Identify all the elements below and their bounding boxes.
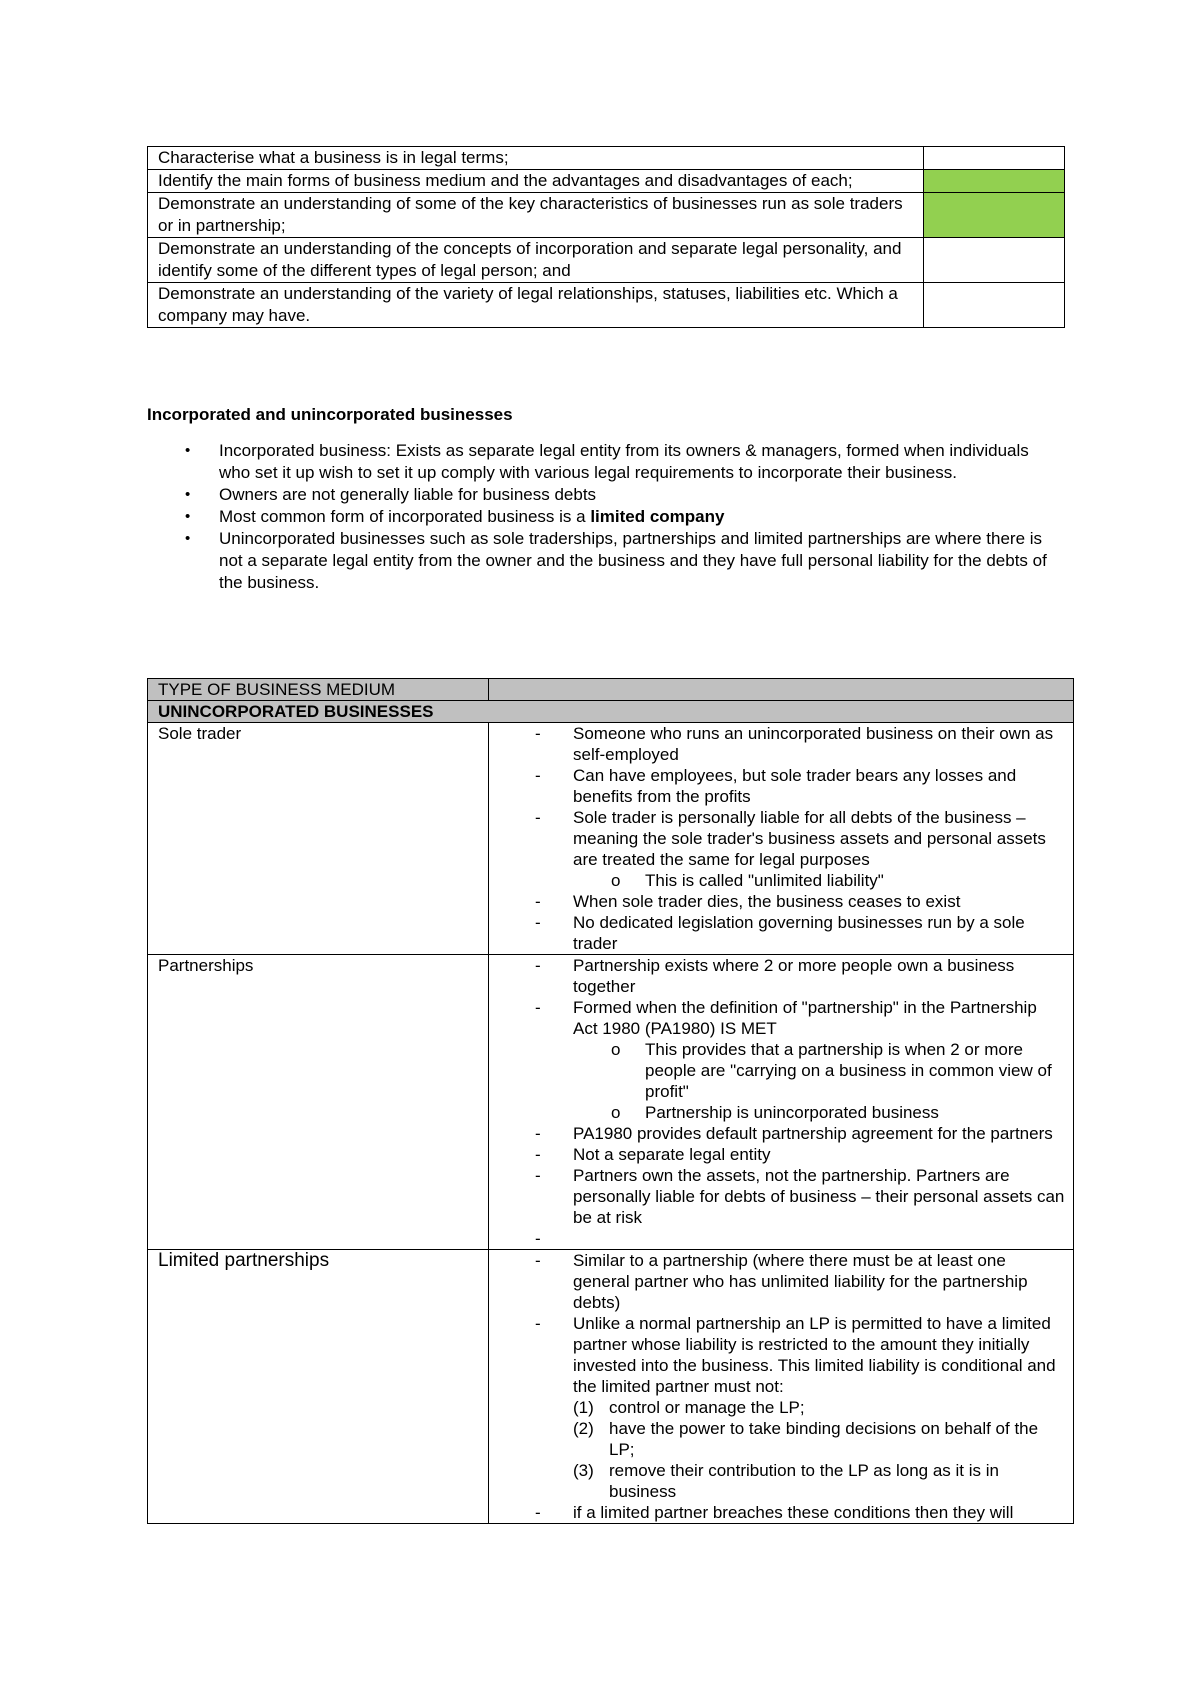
bullet-list — [147, 440, 1057, 594]
objective-status-cell — [924, 170, 1065, 193]
list-item: - Someone who runs an unincorporated business on their own as self-employed — [535, 724, 1054, 764]
objective-row — [148, 283, 1065, 328]
objective-text: Characterise what a business is in legal terms; — [148, 147, 924, 170]
bullet-text: Unincorporated businesses such as sole traderships, partnerships and limited partnerships are where there is not a separate legal entity from the owner and the business and they have full personal liability for the debts of the business. — [219, 529, 1047, 592]
numbered-item: (1) control or manage the LP; — [573, 1398, 805, 1417]
objective-status-cell — [924, 283, 1065, 328]
list-item: - if a limited partner breaches these conditions then they will — [535, 1503, 1014, 1522]
list-item: - Sole trader is personally liable for all debts of the business – meaning the sole trader's business assets and personal assets are treated the same for legal purposes o This is called "unlimited liability" — [489, 807, 1073, 891]
objective-row — [148, 193, 1065, 238]
sub-list-item: o This is called "unlimited liability" — [611, 871, 884, 890]
sub-list-item: o This provides that a partnership is when 2 or more people are "carrying on a business in common view of profit" — [611, 1040, 1052, 1101]
row-content — [489, 955, 1074, 1250]
list-item: - No dedicated legislation governing businesses run by a sole trader — [535, 913, 1025, 953]
business-medium-table — [147, 678, 1074, 1524]
objective-text: Demonstrate an understanding of some of the key characteristics of businesses run as sole traders or in partnership; — [148, 193, 924, 238]
bullet-icon: • — [185, 508, 191, 525]
subheader-cell: UNINCORPORATED BUSINESSES — [148, 701, 1074, 723]
list-item: - Can have employees, but sole trader bears any losses and benefits from the profits — [535, 766, 1017, 806]
bullet-icon: • — [185, 486, 191, 503]
numbered-item: (3) remove their contribution to the LP as long as it is in business — [573, 1461, 999, 1501]
bullet-text: Incorporated business: Exists as separate legal entity from its owners & managers, formed when individuals who set it up wish to set it up comply with various legal requirements to incorporate their business. — [219, 441, 1029, 482]
row-content — [489, 723, 1074, 955]
sub-list-item: o Partnership is unincorporated business — [611, 1103, 939, 1122]
bullet-text: Owners are not generally liable for business debts — [219, 485, 597, 504]
list-item — [147, 440, 1057, 484]
objective-row — [148, 147, 1065, 170]
header-cell-empty — [489, 679, 1074, 701]
list-item: - PA1980 provides default partnership agreement for the partners — [535, 1124, 1053, 1143]
list-item: - — [535, 1229, 541, 1248]
objective-text: Demonstrate an understanding of the concepts of incorporation and separate legal personality, and identify some of the different types of legal person; and — [148, 238, 924, 283]
list-item — [147, 506, 1057, 528]
objective-text: Identify the main forms of business medium and the advantages and disadvantages of each; — [148, 170, 924, 193]
section-heading: Incorporated and unincorporated businesses — [147, 405, 513, 424]
bullet-text: Most common form of incorporated business is a — [219, 507, 591, 526]
table-row-sole-trader — [148, 723, 1074, 955]
row-content — [489, 1250, 1074, 1524]
row-label: Partnerships — [148, 955, 489, 1250]
list-item — [147, 528, 1057, 594]
objective-text: Demonstrate an understanding of the variety of legal relationships, statuses, liabilities etc. Which a company may have. — [148, 283, 924, 328]
header-cell: TYPE OF BUSINESS MEDIUM — [148, 679, 489, 701]
objective-status-cell — [924, 238, 1065, 283]
table-header-row — [148, 679, 1074, 701]
learning-objectives-table — [147, 146, 1065, 328]
bullet-bold-text: limited company — [590, 507, 725, 526]
numbered-item: (2) have the power to take binding decisions on behalf of the LP; — [573, 1419, 1039, 1459]
list-item: - Unlike a normal partnership an LP is permitted to have a limited partner whose liability is restricted to the amount they initially invested into the business. This limited liability is conditional and the limited partner must not: (1) control or manage the LP; (2) have the power to take binding decisions on behalf of the LP; (3) remove their contribution to the LP as long as it is in business — [489, 1313, 1073, 1502]
list-item: - Partners own the assets, not the partnership. Partners are personally liable for debts of business – their personal assets can be at risk — [535, 1166, 1065, 1227]
objective-status-cell — [924, 147, 1065, 170]
list-item: - Formed when the definition of "partnership" in the Partnership Act 1980 (PA1980) IS MET o This provides that a partnership is when 2 or more people are "carrying on a business in common view of profit" o Partnership is unincorporated business — [489, 997, 1073, 1123]
list-item: - When sole trader dies, the business ceases to exist — [535, 892, 961, 911]
list-item: - Not a separate legal entity — [535, 1145, 771, 1164]
table-row-partnerships — [148, 955, 1074, 1250]
bullet-icon: • — [185, 530, 191, 547]
list-item: - Partnership exists where 2 or more people own a business together — [535, 956, 1015, 996]
objective-row — [148, 170, 1065, 193]
table-row-limited-partnerships — [148, 1250, 1074, 1524]
table-subheader-row — [148, 701, 1074, 723]
row-label: Limited partnerships — [148, 1250, 489, 1524]
objective-status-cell — [924, 193, 1065, 238]
list-item: - Similar to a partnership (where there must be at least one general partner who has unlimited liability for the partnership debts) — [535, 1251, 1028, 1312]
objective-row — [148, 238, 1065, 283]
list-item — [147, 484, 1057, 506]
bullet-icon: • — [185, 442, 191, 459]
row-label: Sole trader — [148, 723, 489, 955]
